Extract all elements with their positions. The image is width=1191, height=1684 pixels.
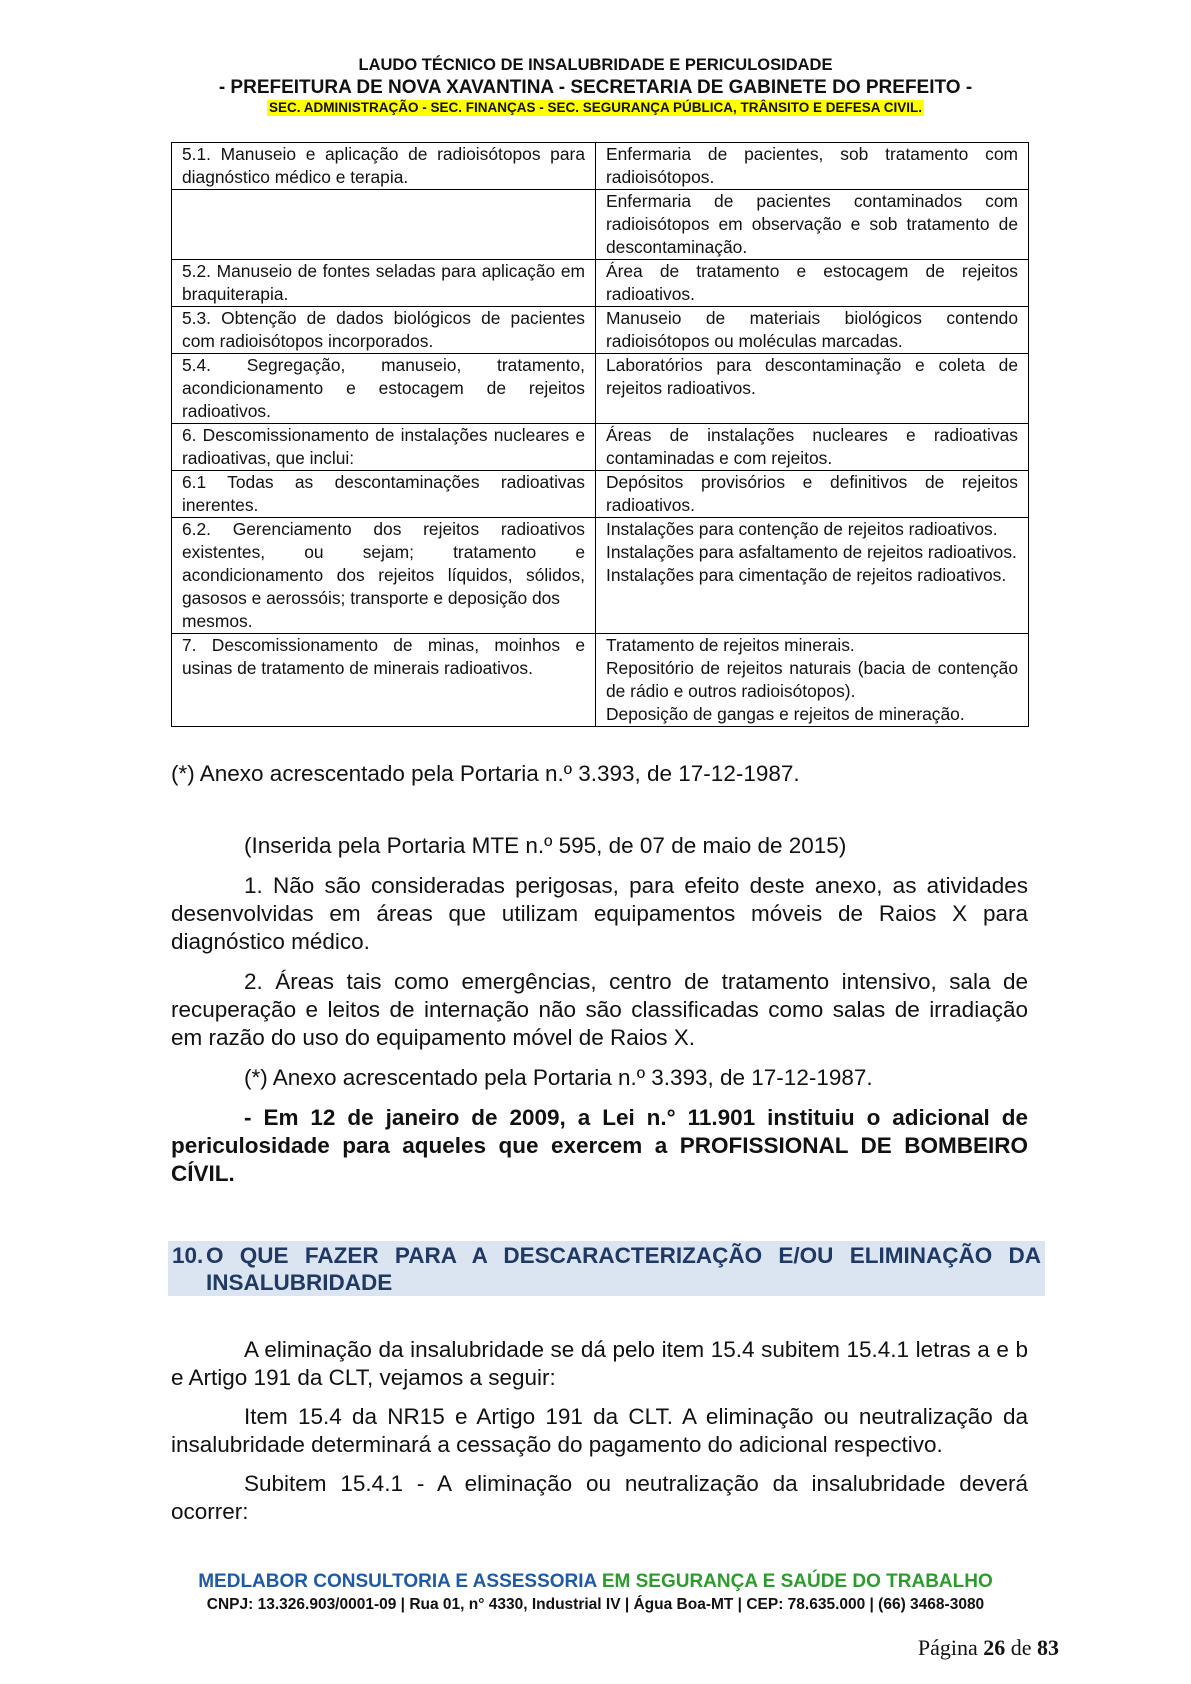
- footer-company: [0, 1570, 1191, 1594]
- table-cell: Enfermaria de pacientes, sob tratamento com radioisótopos.: [596, 143, 1029, 190]
- cell-text: Instalações para asfaltamento de rejeitos radioativos.: [606, 542, 1017, 562]
- table-row: [172, 143, 1029, 190]
- cell-text: Deposição de gangas e rejeitos de mineração.: [606, 704, 965, 724]
- cell-text: Repositório de rejeitos naturais (bacia de contenção de rádio e outros radioisótopos).: [606, 658, 1018, 701]
- header-departments: SEC. ADMINISTRAÇÃO - SEC. FINANÇAS - SEC. SEGURANÇA PÚBLICA, TRÂNSITO E DEFESA CIVIL.: [268, 100, 923, 115]
- table-cell: 7. Descomissionamento de minas, moinhos e usinas de tratamento de minerais radioativos.: [172, 634, 596, 727]
- section-paragraphs: [171, 1336, 1028, 1526]
- table-cell: 6. Descomissionamento de instalações nucleares e radioativas, que inclui:: [172, 424, 596, 471]
- annex-table: [171, 142, 1029, 727]
- paragraph-note: (*) Anexo acrescentado pela Portaria n.º 3.393, de 17-12-1987.: [244, 1065, 873, 1090]
- paragraph-elimination: A eliminação da insalubridade se dá pelo item 15.4 subitem 15.4.1 letras a e b e Artigo 191 da CLT, vejamos a seguir:: [171, 1337, 1028, 1390]
- table-cell: Laboratórios para descontaminação e coleta de rejeitos radioativos.: [596, 354, 1029, 424]
- table-cell: [596, 518, 1029, 634]
- footer-address: CNPJ: 13.326.903/0001-09 | Rua 01, n° 4330, Industrial IV | Água Boa-MT | CEP: 78.635.000 | (66) 3468-3080: [206, 1596, 985, 1613]
- paragraph-inserted: (Inserida pela Portaria MTE n.º 595, de 07 de maio de 2015): [244, 833, 847, 858]
- document-footer: [0, 1570, 1191, 1616]
- table-cell: [172, 190, 596, 260]
- paragraph-item-1: 1. Não são consideradas perigosas, para efeito deste anexo, as atividades desenvolvidas em áreas que utilizam equipamentos móveis de Raios X para diagnóstico médico.: [171, 873, 1028, 954]
- footer-company-field: EM SEGURANÇA E SAÚDE DO TRABALHO: [596, 1571, 993, 1592]
- table-cell: [596, 634, 1029, 727]
- paragraph-item-2: 2. Áreas tais como emergências, centro de tratamento intensivo, sala de recuperação e leitos de internação não são classificadas como salas de irradiação em razão do uso do equipamento móvel de Raios X.: [171, 969, 1028, 1050]
- table-row: [172, 307, 1029, 354]
- table-row: [172, 471, 1029, 518]
- section-title-line-2: INSALUBRIDADE: [206, 1270, 393, 1295]
- table-cell: Áreas de instalações nucleares e radioativas contaminadas e com rejeitos.: [596, 424, 1029, 471]
- document-header: [0, 55, 1191, 117]
- table-row: [172, 190, 1029, 260]
- table-row: [172, 634, 1029, 727]
- table-cell: Enfermaria de pacientes contaminados com radioisótopos em observação e sob tratamento de descontaminação.: [596, 190, 1029, 260]
- table-row: [172, 518, 1029, 634]
- section-number: 10.: [172, 1243, 204, 1268]
- table-cell: [172, 518, 596, 634]
- header-subtitle: - PREFEITURA DE NOVA XAVANTINA - SECRETARIA DE GABINETE DO PREFEITO -: [218, 77, 973, 98]
- table-cell: 5.3. Obtenção de dados biológicos de pacientes com radioisótopos incorporados.: [172, 307, 596, 354]
- page-number: [918, 1635, 1059, 1661]
- cell-text: 6.2. Gerenciamento dos rejeitos radioativos existentes, ou sejam; tratamento e acondicionamento dos rejeitos líquidos, sólidos, gasosos e aerossóis; transporte e deposição dos: [182, 519, 585, 608]
- header-title: LAUDO TÉCNICO DE INSALUBRIDADE E PERICULOSIDADE: [358, 56, 833, 74]
- table-cell: Depósitos provisórios e definitivos de rejeitos radioativos.: [596, 471, 1029, 518]
- section-title-line-1: O QUE FAZER PARA A DESCARACTERIZAÇÃO E/OU ELIMINAÇÃO DA: [206, 1243, 1041, 1268]
- table-cell: Área de tratamento e estocagem de rejeitos radioativos.: [596, 260, 1029, 307]
- cell-text: Instalações para cimentação de rejeitos radioativos.: [606, 565, 1007, 585]
- paragraph-subitem-15-4-1: Subitem 15.4.1 - A eliminação ou neutralização da insalubridade deverá ocorrer:: [171, 1471, 1028, 1524]
- table-cell: 6.1 Todas as descontaminações radioativas inerentes.: [172, 471, 596, 518]
- table-cell: 5.4. Segregação, manuseio, tratamento, acondicionamento e estocagem de rejeitos radioativos.: [172, 354, 596, 424]
- table-cell: Manuseio de materiais biológicos contendo radioisótopos ou moléculas marcadas.: [596, 307, 1029, 354]
- page-prefix: Página: [917, 1635, 984, 1660]
- page-total: 83: [1037, 1635, 1059, 1660]
- page-current: 26: [983, 1635, 1006, 1660]
- section-heading: [168, 1241, 1045, 1296]
- cell-text: Instalações para contenção de rejeitos radioativos.: [606, 519, 998, 539]
- table-cell: 5.2. Manuseio de fontes seladas para aplicação em braquiterapia.: [172, 260, 596, 307]
- cell-text: mesmos.: [182, 611, 253, 631]
- paragraph-item-15-4: Item 15.4 da NR15 e Artigo 191 da CLT. A eliminação ou neutralização da insalubridade determinará a cessação do pagamento do adicional respectivo.: [171, 1404, 1028, 1457]
- table-row: [172, 354, 1029, 424]
- paragraph-law: - Em 12 de janeiro de 2009, a Lei n.° 11.901 instituiu o adicional de periculosidade para aqueles que exercem a PROFISSIONAL DE BOMBEIRO CÍVIL.: [171, 1105, 1028, 1186]
- page-middle: de: [1005, 1635, 1037, 1660]
- body-paragraphs: [171, 832, 1028, 1188]
- table-cell: 5.1. Manuseio e aplicação de radioisótopos para diagnóstico médico e terapia.: [172, 143, 596, 190]
- footer-company-name: MEDLABOR CONSULTORIA E ASSESSORIA: [198, 1571, 597, 1592]
- cell-text: Tratamento de rejeitos minerais.: [606, 635, 855, 655]
- annex-note: (*) Anexo acrescentado pela Portaria n.º 3.393, de 17-12-1987.: [171, 761, 800, 786]
- table-row: [172, 424, 1029, 471]
- table-row: [172, 260, 1029, 307]
